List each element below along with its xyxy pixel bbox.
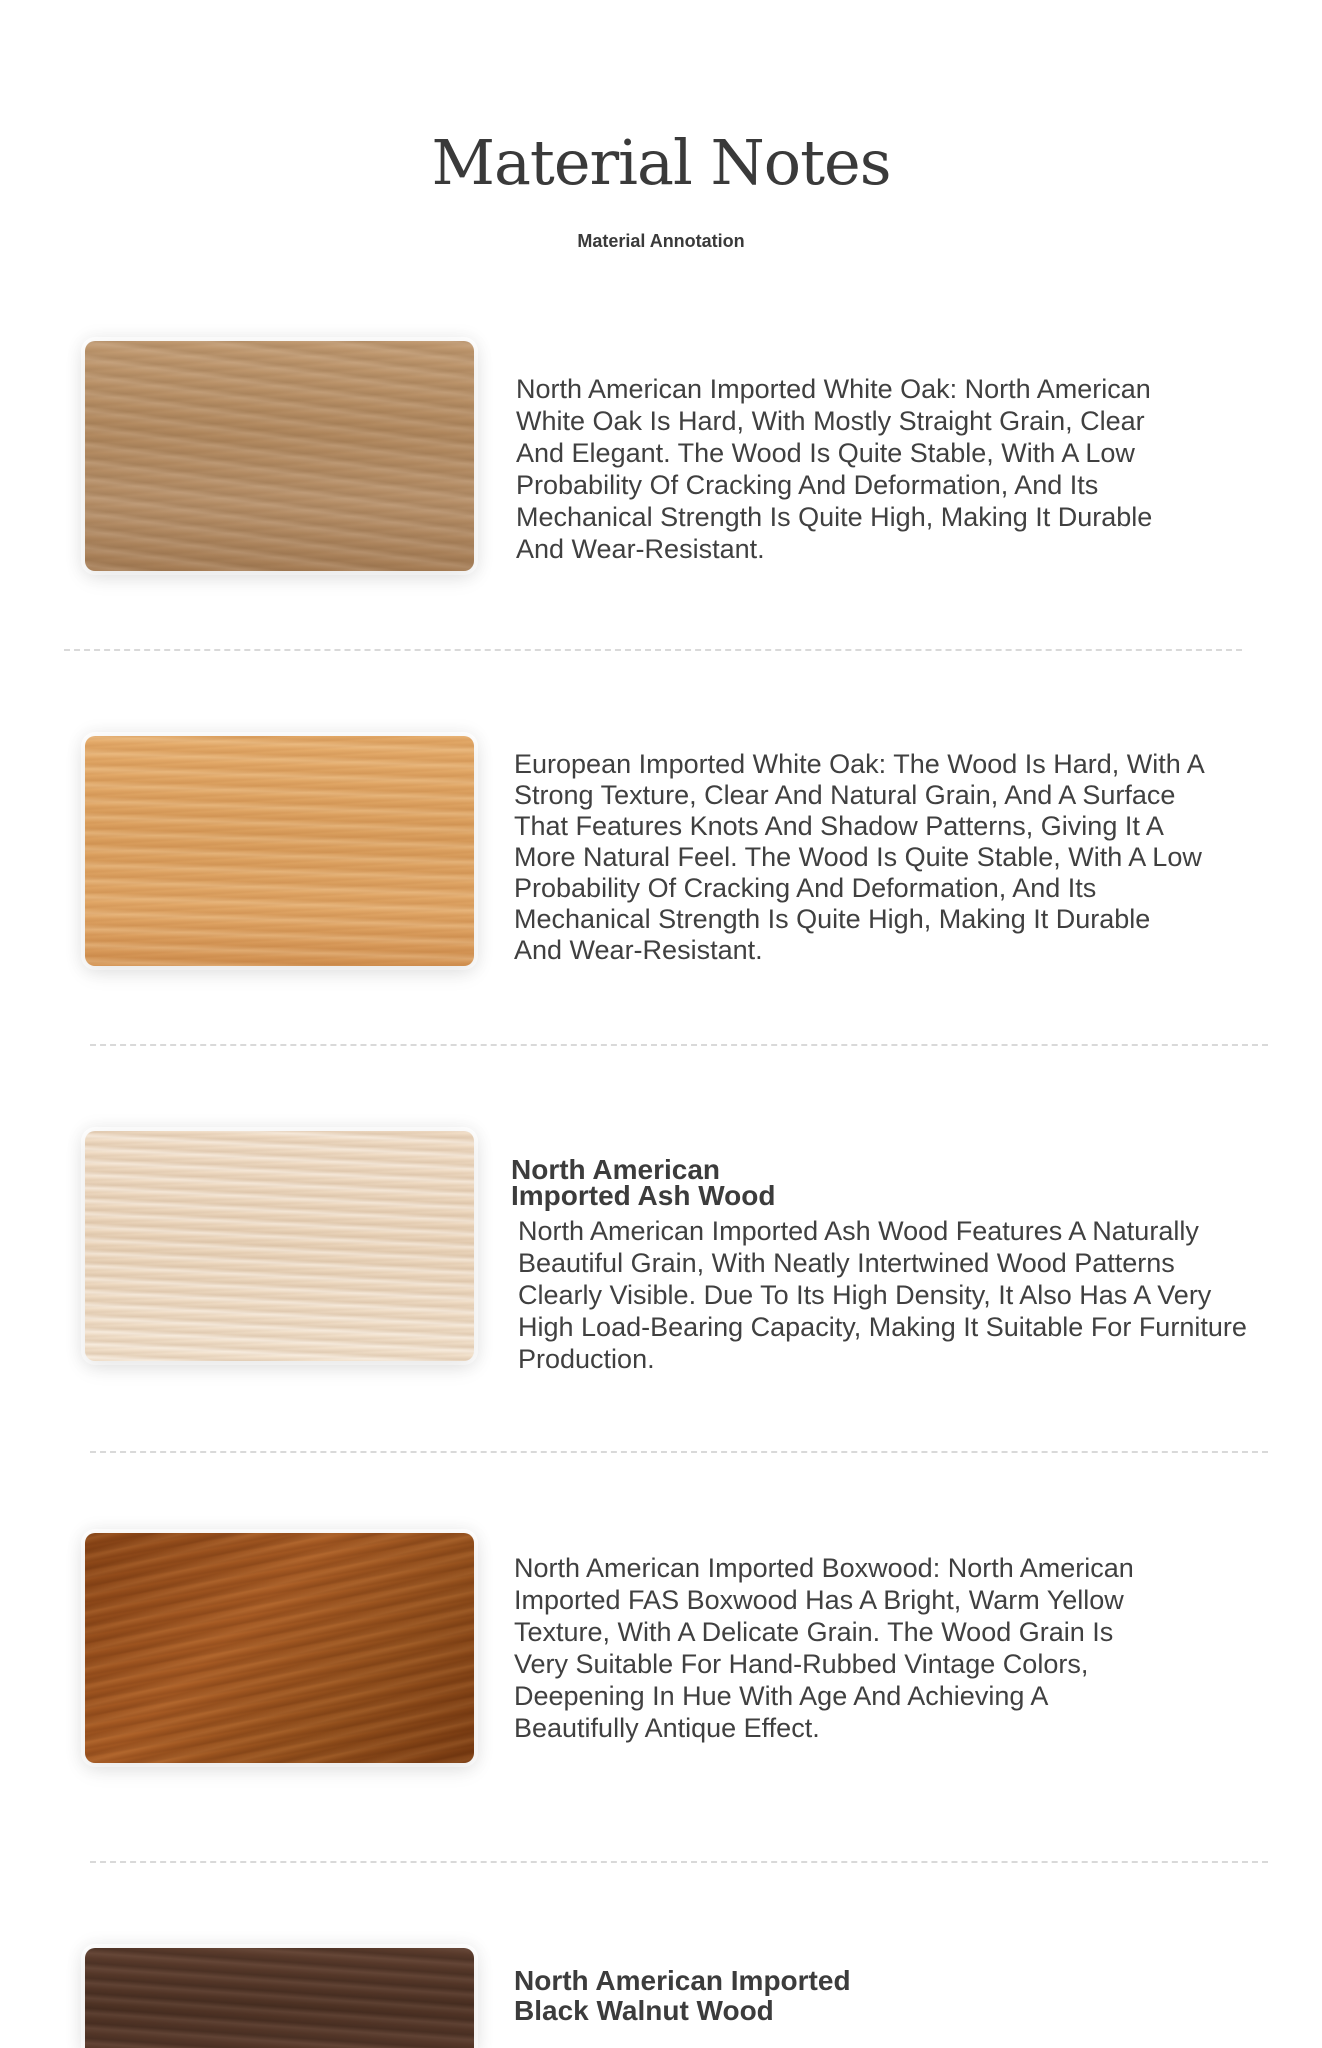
section-divider xyxy=(64,649,1242,651)
section-divider xyxy=(90,1044,1268,1046)
ash-heading: North American Imported Ash Wood xyxy=(511,1154,776,1211)
black-walnut-swatch-image xyxy=(85,1948,474,2048)
european-white-oak-description: European Imported White Oak: The Wood Is Hard, With A Strong Texture, Clear And Natural Grain, And A Surface That Features Knots And Shadow Patterns, Giving It A More Natural Feel. The Wood Is Quite Stable, With A Low Probability Of Cracking And Deformation, And Its Mechanical Strength Is Quite High, Making It Durable And Wear-Resistant. xyxy=(514,749,1204,965)
white-oak-description: North American Imported White Oak: North American White Oak Is Hard, With Mostly Straight Grain, Clear And Elegant. The Wood Is Quite Stable, With A Low Probability Of Cracking And Deformation, And Its Mechanical Strength Is Quite High, Making It Durable And Wear-Resistant. xyxy=(516,374,1153,564)
european-white-oak-swatch-image xyxy=(85,736,474,966)
section-divider xyxy=(90,1451,1268,1453)
ash-description: North American Imported Ash Wood Features A Naturally Beautiful Grain, With Neatly Intertwined Wood Patterns Clearly Visible. Due To Its High Density, It Also Has A Very High Load-Bearing Capacity, Making It Suitable For Furniture Production. xyxy=(518,1216,1247,1374)
black-walnut-heading: North American Imported Black Walnut Wood xyxy=(514,1965,851,2026)
page-subtitle: Material Annotation xyxy=(577,231,745,251)
white-oak-swatch-image xyxy=(85,341,474,571)
page-title: Material Notes xyxy=(431,126,891,199)
section-divider xyxy=(90,1861,1268,1863)
boxwood-description: North American Imported Boxwood: North American Imported FAS Boxwood Has A Bright, Warm Yellow Texture, With A Delicate Grain. The Wood Grain Is Very Suitable For Hand-Rubbed Vintage Colors, Deepening In Hue With Age And Achieving A Beautifully Antique Effect. xyxy=(514,1553,1134,1743)
boxwood-swatch-image xyxy=(85,1533,474,1763)
ash-swatch-image xyxy=(85,1131,474,1361)
